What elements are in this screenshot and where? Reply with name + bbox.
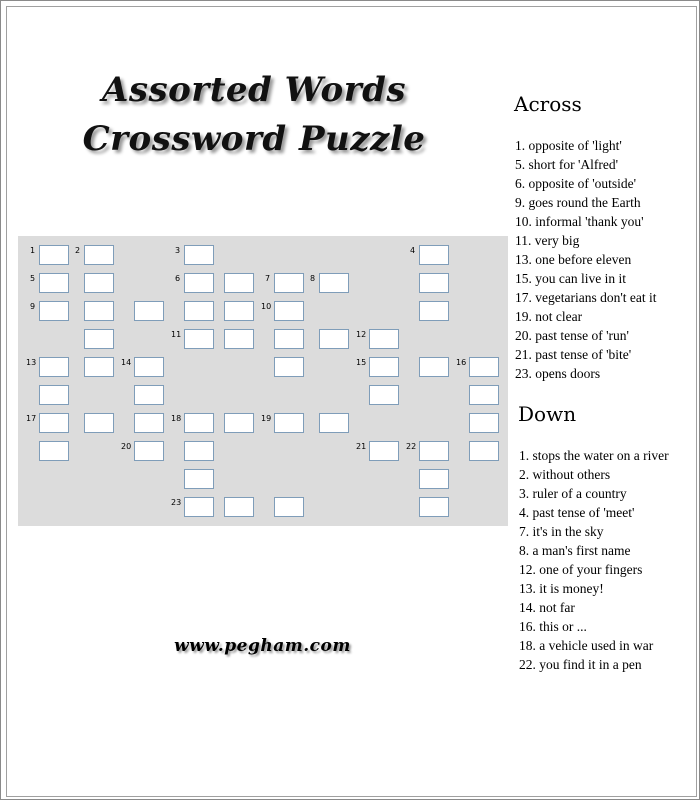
clue-number: 1 <box>30 246 36 255</box>
crossword-cell[interactable] <box>274 329 304 349</box>
crossword-cell[interactable] <box>39 357 69 377</box>
across-clue: 15. you can live in it <box>515 271 626 286</box>
crossword-cell[interactable] <box>274 301 304 321</box>
down-clue: 8. a man's first name <box>519 543 631 558</box>
crossword-cell[interactable] <box>39 245 69 265</box>
across-clue: 9. goes round the Earth <box>515 195 641 210</box>
crossword-cell[interactable] <box>319 413 349 433</box>
clue-number: 16 <box>456 358 467 367</box>
crossword-cell[interactable] <box>184 413 214 433</box>
crossword-cell[interactable] <box>134 301 164 321</box>
crossword-cell[interactable] <box>224 301 254 321</box>
crossword-cell[interactable] <box>469 441 499 461</box>
clue-number: 5 <box>30 274 36 283</box>
crossword-cell[interactable] <box>134 441 164 461</box>
clue-number: 14 <box>121 358 132 367</box>
crossword-cell[interactable] <box>419 497 449 517</box>
across-clue: 19. not clear <box>515 309 583 324</box>
clue-number: 23 <box>171 498 182 507</box>
clue-number: 9 <box>30 302 36 311</box>
crossword-cell[interactable] <box>369 441 399 461</box>
down-clue: 3. ruler of a country <box>519 486 627 501</box>
across-clue: 21. past tense of 'bite' <box>515 347 632 362</box>
crossword-cell[interactable] <box>224 273 254 293</box>
down-clue: 14. not far <box>519 600 575 615</box>
down-clue: 13. it is money! <box>519 581 604 596</box>
clue-number: 2 <box>75 246 81 255</box>
website-url: www.pegham.com <box>174 636 351 656</box>
clue-number: 8 <box>310 274 316 283</box>
crossword-cell[interactable] <box>419 301 449 321</box>
crossword-cell[interactable] <box>184 273 214 293</box>
crossword-cell[interactable] <box>39 385 69 405</box>
clue-number: 7 <box>265 274 271 283</box>
crossword-cell[interactable] <box>419 245 449 265</box>
clue-number: 3 <box>175 246 181 255</box>
across-clue: 13. one before eleven <box>515 252 632 267</box>
down-clue: 7. it's in the sky <box>519 524 604 539</box>
clue-number: 11 <box>171 330 182 339</box>
down-clue: 12. one of your fingers <box>519 562 643 577</box>
clue-number: 10 <box>261 302 272 311</box>
crossword-cell[interactable] <box>469 357 499 377</box>
crossword-cell[interactable] <box>184 469 214 489</box>
clue-number: 4 <box>410 246 416 255</box>
puzzle-title-line-2: Crossword Puzzle <box>82 119 426 159</box>
crossword-cell[interactable] <box>84 301 114 321</box>
crossword-cell[interactable] <box>224 329 254 349</box>
across-clue-list <box>515 136 657 383</box>
crossword-cell[interactable] <box>184 245 214 265</box>
crossword-cell[interactable] <box>319 329 349 349</box>
clue-number: 17 <box>26 414 37 423</box>
crossword-cell[interactable] <box>369 385 399 405</box>
across-clue: 20. past tense of 'run' <box>515 328 629 343</box>
across-clue: 11. very big <box>515 233 580 248</box>
down-clue-list <box>519 446 669 674</box>
across-clue: 17. vegetarians don't eat it <box>515 290 657 305</box>
clue-number: 22 <box>406 442 417 451</box>
crossword-cell[interactable] <box>274 273 304 293</box>
clue-number: 12 <box>356 330 367 339</box>
clue-number: 15 <box>356 358 367 367</box>
clue-number: 18 <box>171 414 182 423</box>
across-clue: 23. opens doors <box>515 366 601 381</box>
crossword-cell[interactable] <box>369 357 399 377</box>
crossword-cell[interactable] <box>84 413 114 433</box>
down-clue: 16. this or ... <box>519 619 587 634</box>
crossword-cell[interactable] <box>184 441 214 461</box>
across-heading: Across <box>514 92 582 116</box>
across-clue: 10. informal 'thank you' <box>515 214 644 229</box>
crossword-cell[interactable] <box>39 273 69 293</box>
across-clue: 1. opposite of 'light' <box>515 138 622 153</box>
crossword-cell[interactable] <box>184 301 214 321</box>
crossword-cell[interactable] <box>224 413 254 433</box>
crossword-cell[interactable] <box>224 497 254 517</box>
crossword-cell[interactable] <box>39 301 69 321</box>
crossword-cell[interactable] <box>419 273 449 293</box>
crossword-cell[interactable] <box>84 329 114 349</box>
crossword-cell[interactable] <box>39 413 69 433</box>
crossword-cell[interactable] <box>184 329 214 349</box>
crossword-cell[interactable] <box>274 357 304 377</box>
across-clue: 5. short for 'Alfred' <box>515 157 619 172</box>
clue-number: 21 <box>356 442 367 451</box>
crossword-cell[interactable] <box>84 357 114 377</box>
crossword-cell[interactable] <box>84 273 114 293</box>
crossword-cell[interactable] <box>134 357 164 377</box>
crossword-cell[interactable] <box>469 413 499 433</box>
crossword-cell[interactable] <box>419 441 449 461</box>
clue-number: 6 <box>175 274 181 283</box>
crossword-cell[interactable] <box>84 245 114 265</box>
crossword-cell[interactable] <box>369 329 399 349</box>
clue-number: 19 <box>261 414 272 423</box>
crossword-cell[interactable] <box>469 385 499 405</box>
crossword-cell[interactable] <box>319 273 349 293</box>
crossword-cell[interactable] <box>419 469 449 489</box>
crossword-cell[interactable] <box>274 497 304 517</box>
down-heading: Down <box>518 402 577 426</box>
puzzle-title-line-1: Assorted Words <box>101 70 407 110</box>
crossword-cell[interactable] <box>419 357 449 377</box>
crossword-cell[interactable] <box>134 413 164 433</box>
clue-number: 13 <box>26 358 37 367</box>
down-clue: 22. you find it in a pen <box>519 657 642 672</box>
down-clue: 4. past tense of 'meet' <box>519 505 635 520</box>
across-clue: 6. opposite of 'outside' <box>515 176 637 191</box>
crossword-cell[interactable] <box>274 413 304 433</box>
down-clue: 18. a vehicle used in war <box>519 638 654 653</box>
crossword-cell[interactable] <box>39 441 69 461</box>
crossword-grid <box>18 236 508 526</box>
crossword-cell[interactable] <box>134 385 164 405</box>
crossword-cell[interactable] <box>184 497 214 517</box>
down-clue: 2. without others <box>519 467 611 482</box>
down-clue: 1. stops the water on a river <box>519 448 669 463</box>
clue-number: 20 <box>121 442 132 451</box>
